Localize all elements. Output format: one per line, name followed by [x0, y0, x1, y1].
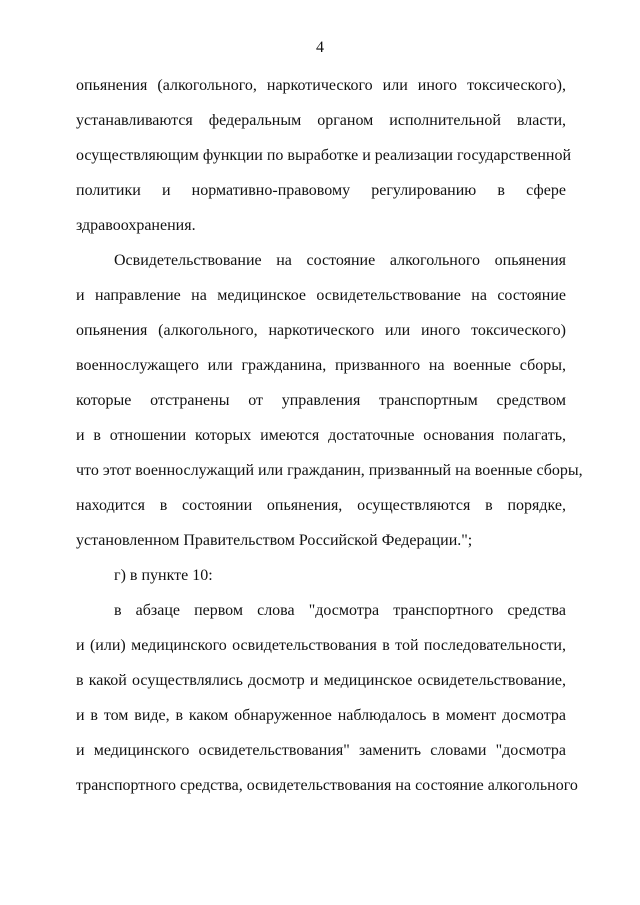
- text-line: осуществляющим функции по выработке и реализации государственной: [76, 147, 571, 164]
- text-line: военнослужащего или гражданина, призванного на военные сборы,: [76, 357, 566, 374]
- text-line: и направление на медицинское освидетельствование на состояние: [76, 287, 566, 304]
- text-line: здравоохранения.: [76, 217, 196, 234]
- text-line: и в отношении которых имеются достаточные основания полагать,: [76, 427, 566, 444]
- text-line: устанавливаются федеральным органом исполнительной власти,: [76, 112, 566, 129]
- text-line: и (или) медицинского освидетельствования в той последовательности,: [76, 637, 566, 654]
- text-line: Освидетельствование на состояние алкогольного опьянения: [114, 252, 566, 269]
- document-body: [76, 76, 583, 811]
- text-line: установленном Правительством Российской Федерации.";: [76, 532, 473, 549]
- text-line: в абзаце первом слова "досмотра транспортного средства: [114, 602, 566, 619]
- text-line: и в том виде, в каком обнаруженное наблюдалось в момент досмотра: [76, 707, 566, 724]
- page-number: 4: [316, 39, 324, 56]
- text-line: опьянения (алкогольного, наркотического или иного токсического): [76, 322, 566, 339]
- text-line: в какой осуществлялись досмотр и медицинское освидетельствование,: [76, 672, 566, 689]
- text-line: политики и нормативно-правовому регулированию в сфере: [76, 182, 566, 199]
- text-line: опьянения (алкогольного, наркотического или иного токсического),: [76, 77, 566, 94]
- text-line: г) в пункте 10:: [114, 567, 213, 584]
- text-line: транспортного средства, освидетельствования на состояние алкогольного: [76, 777, 578, 794]
- text-line: находится в состоянии опьянения, осуществляются в порядке,: [76, 497, 566, 514]
- text-line: которые отстранены от управления транспортным средством: [76, 392, 566, 409]
- text-line: что этот военнослужащий или гражданин, призванный на военные сборы,: [76, 462, 583, 479]
- text-line: и медицинского освидетельствования" заменить словами "досмотра: [76, 742, 566, 759]
